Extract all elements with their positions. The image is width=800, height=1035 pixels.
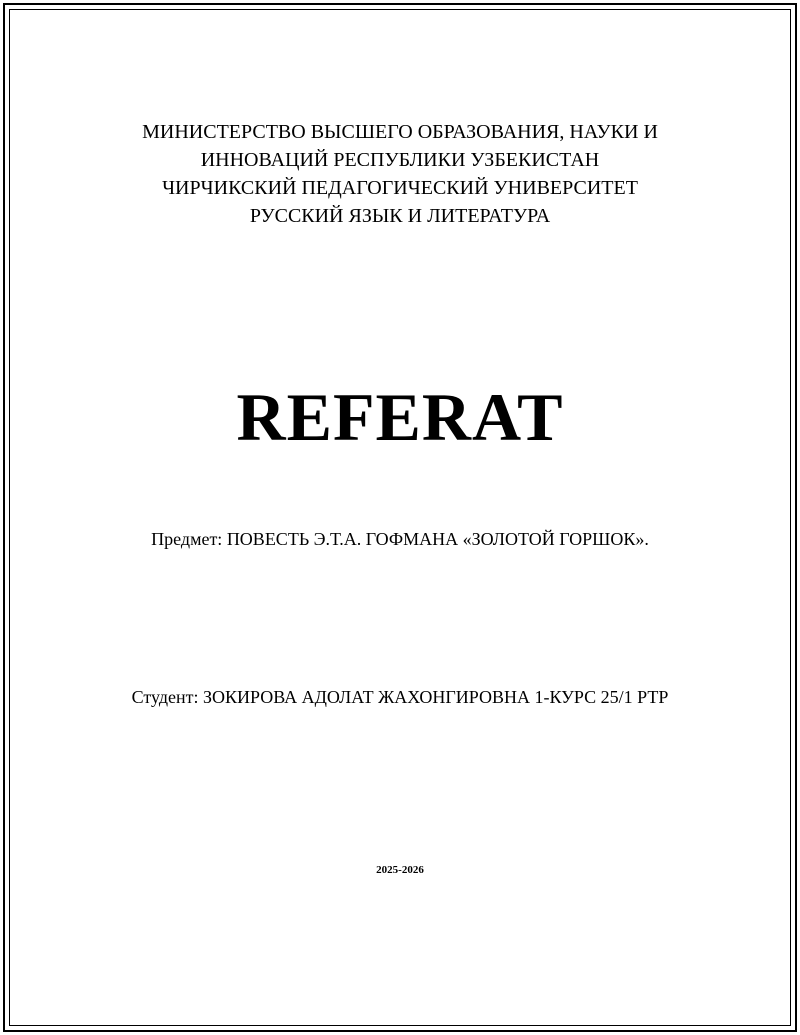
subject-line: Предмет: ПОВЕСТЬ Э.Т.А. ГОФМАНА «ЗОЛОТОЙ ГОРШОК». [151,529,649,549]
header-line-university: ЧИРЧИКСКИЙ ПЕДАГОГИЧЕСКИЙ УНИВЕРСИТЕТ [162,177,638,199]
header-line-ministry: МИНИСТЕРСТВО ВЫСШЕГО ОБРАЗОВАНИЯ, НАУКИ И [142,121,658,143]
institution-header [0,118,800,230]
academic-years: 2025-2026 [376,864,424,876]
header-line-department: РУССКИЙ ЯЗЫК И ЛИТЕРАТУРА [249,205,551,227]
student-line: Студент: ЗОКИРОВА АДОЛАТ ЖАХОНГИРОВНА 1-КУРС 25/1 РТР [131,687,669,707]
document-title: REFERAT [236,379,564,455]
header-line-republic: ИННОВАЦИЙ РЕСПУБЛИКИ УЗБЕКИСТАН [200,149,600,171]
